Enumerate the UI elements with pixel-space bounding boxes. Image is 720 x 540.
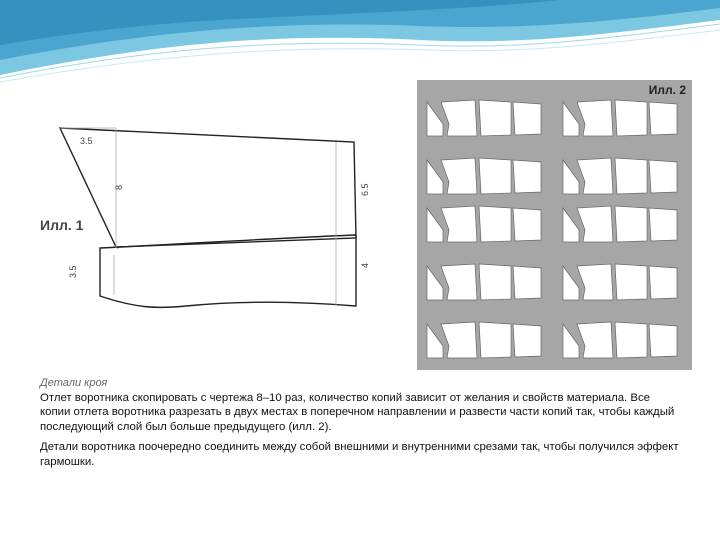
illustration-2-panel [417, 80, 692, 370]
dim-label-right: 6.5 [360, 183, 370, 196]
paragraph-assembly: Детали воротника поочередно соединить между собой внешними и внутренними срезами так, чтобы получился эффект гармошки. [40, 441, 679, 468]
paragraph-copies: Отлет воротника скопировать с чертежа 8–10 раз, количество копий зависит от желания и свойств материала. Все копии отлета воротника разрезать в двух местах в поперечном направлении и развести части копий так, чтобы каждый последующий слой был больше предыдущего (илл. 2). [40, 391, 675, 433]
section-title: Детали кроя [40, 377, 108, 389]
dim-label-height: 8 [114, 184, 124, 190]
collar-copies-drawing [417, 80, 692, 370]
collar-pattern-drawing [36, 120, 376, 320]
dim-label-stand-left: 3.5 [68, 265, 78, 278]
illustration-2-caption: Илл. 2 [648, 83, 686, 97]
instructions-text [40, 376, 680, 476]
dim-label-stand-right: 4 [360, 262, 370, 268]
dim-label-top: 3.5 [80, 136, 93, 146]
illustration-1-caption: Илл. 1 [40, 217, 84, 233]
